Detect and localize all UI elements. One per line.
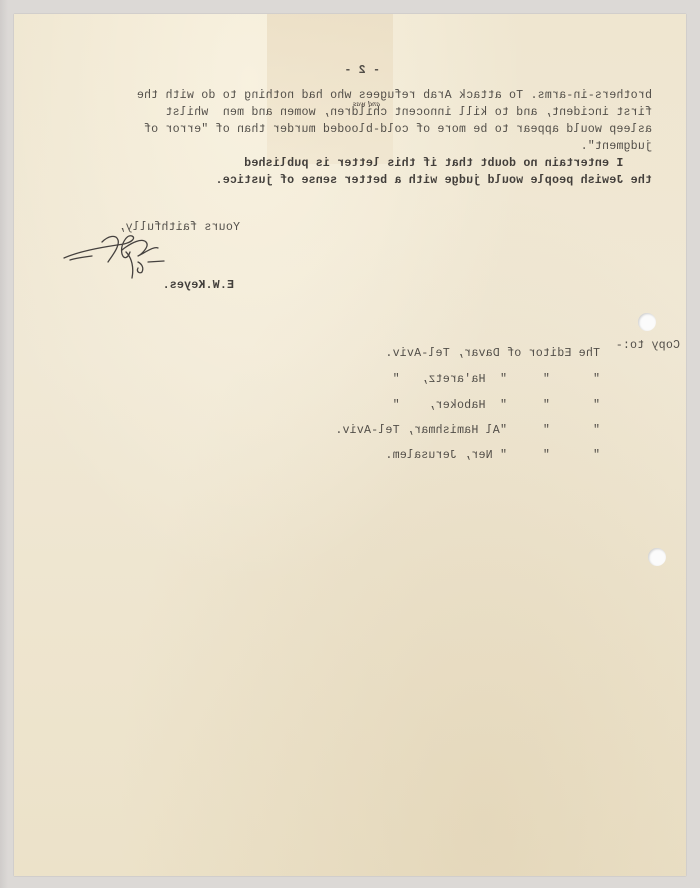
- body-line: I entertain no doubt that if this letter is published: [244, 157, 652, 170]
- signature-mark: [62, 228, 172, 286]
- body-line: asleep would appear to be more of cold-blooded murder than of "error of: [143, 123, 652, 136]
- copy-heading: Copy to:-: [615, 339, 680, 352]
- copy-line: " " " Ner, Jerusalem.: [385, 449, 600, 462]
- body-line: brothers-in-arms. To attack Arab refugees who had nothing to do with the: [136, 89, 652, 102]
- copy-line: " " " Haboker, ": [392, 399, 600, 412]
- valediction: Yours faithfully,: [118, 221, 240, 234]
- body-line: judgment".: [580, 140, 652, 153]
- signatory-name: E.W.Keyes.: [162, 279, 234, 292]
- handwritten-insertion: and was: [352, 100, 380, 108]
- copy-line: The Editor of Davar, Tel-Aviv.: [385, 347, 600, 360]
- copy-line: " " " Ha'aretz, ": [392, 373, 600, 386]
- page-number: - 2 -: [344, 64, 380, 77]
- body-line: the Jewish people would judge with a better sense of justice.: [215, 174, 652, 187]
- body-line: first incident, and to kill innocent children, women and men whilst: [165, 106, 652, 119]
- copy-line: " " "Al Hamishmar, Tel-Aviv.: [335, 424, 600, 437]
